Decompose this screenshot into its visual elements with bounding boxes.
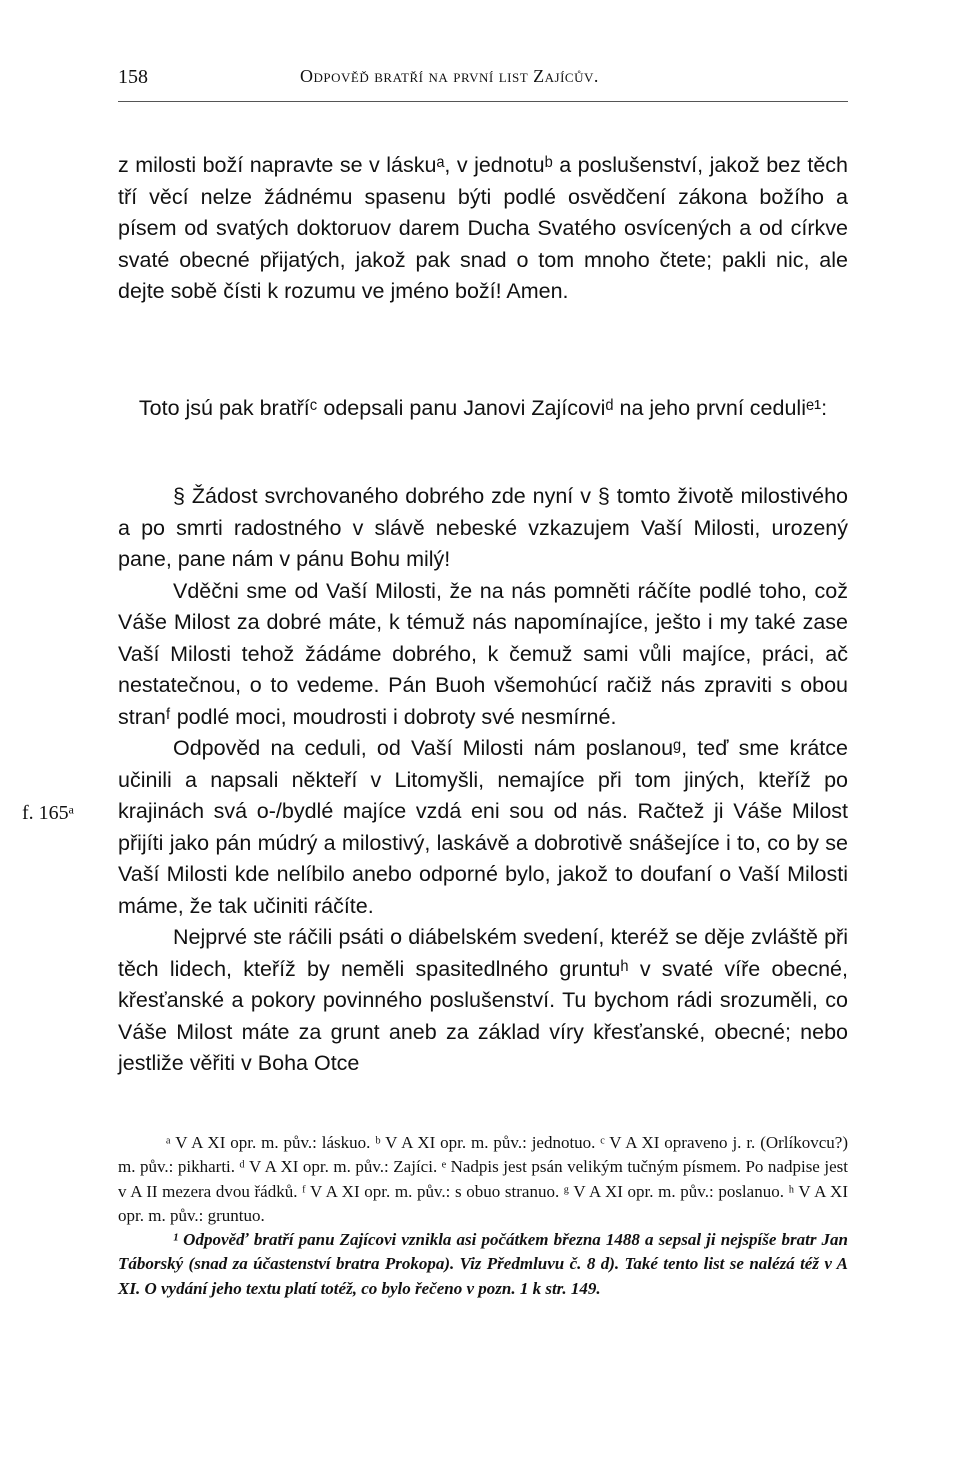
paragraph-salutation: § Žádost svrchovaného dobrého zde nyní v § tomto životě milostivého a po smrti radostného v slávě nebeské vzkazujem Vaší Milosti, urozený pane, pane nám v pánu Bohu milý! [118, 484, 848, 571]
running-title: Odpověď bratří na první list Zajícův. [300, 66, 599, 86]
paragraph-closing-blessing: z milosti boží napravte se v láskuᵃ, v jednotuᵇ a poslušenství, jakož bez těch tří věcí nelze žádnému spasenu býti podlé osvědčení zákona božího a písem od svatých doktoruov darem Ducha Svatého osvícených a od církve svaté obecné přijatých, jakož pak snad o tom mnoho čtete; pakli nic, ale dejte sobě čísti k rozumu ve jméno boží! Amen. [118, 153, 848, 303]
footnote-lettered: ᵃ V A XI opr. m. pův.: láskuo. ᵇ V A XI opr. m. pův.: jednotuo. ᶜ V A XI opraveno j. r. (Orlíkovcu?) m. pův.: pikharti. ᵈ V A XI opr. m. pův.: Zajíci. ᵉ Nadpis jest psán velikým tučným písmem. Po nadpise jest v A II mezera dvou řádků. ᶠ V A XI opr. m. pův.: s obuo stranuo. ᵍ V A XI opr. m. pův.: poslanuo. ʰ V A XI opr. m. pův.: gruntuo. [118, 1133, 848, 1225]
running-head [118, 66, 848, 96]
footnote-numbered: ¹ Odpověď bratří panu Zajícovi vznikla asi počátkem března 1488 a sepsal ji nejspíše bratr Jan Táborský (snad za účastenství bratra Prokopa). Viz Předmluvu č. 8 d). Také tento list se nalézá též v A XI. O vydání jeho textu platí totéž, co bylo řečeno v pozn. 1 k str. 149. [118, 1230, 848, 1298]
folio-margin-note: f. 165ᵃ [22, 802, 75, 824]
header-rule [118, 101, 848, 102]
letter-body [118, 481, 848, 1080]
opening-text-block [118, 150, 848, 308]
paragraph-deception: Nejprvé ste ráčili psáti o diábelském svedení, kteréž se děje zvláště při těch lidech, kteříž by neměli spasitedlného gruntuʰ v svaté víře obecné, křesťanské a pokory povinného poslušenství. Tu bychom rádi srozuměli, co Váše Milost máte za grunt aneb za základ víry křesťanské, obecné; nebo jestliže věřiti v Boha Otce [118, 925, 848, 1075]
paragraph-thanks: Vděčni sme od Vaší Milosti, že na nás pomněti ráčíte podlé toho, což Váše Milost za dobré máte, k témuž nás napomínajíce, ješto i my také zase Vaší Milosti tehož žádáme dobrého, k čemuž sami vůli majíce, práci, ač nestatečnou, o to vedeme. Pán Buoh všemohúcí račiž nás zpraviti s obou stranᶠ podlé moci, moudrosti i dobroty své nesmírné. [118, 578, 848, 729]
paragraph-reply: Odpověd na ceduli, od Vaší Milosti nám poslanouᵍ, teď sme krátce učinili a napsali někteří v Litomyšli, nemajíce při tom jiných, kteříž po krajinách svá o-/bydlé majíce vzdá eni sou od nás. Račtež ji Váše Milost přijíti jako pán múdrý a milostivý, laskávě a dobrotivě snášejíce i to, co by se Vaší Milosti kde nelíbilo anebo odporné bylo, jakož to doufaní o Vaší Milosti máme, že tak učiniti ráčíte. [118, 736, 848, 918]
letter-heading: Toto jsú pak bratříᶜ odepsali panu Janovi Zajícoviᵈ na jeho první ceduliᵉ¹: [138, 396, 828, 420]
page-number: 158 [118, 66, 148, 88]
footnotes [118, 1131, 848, 1301]
